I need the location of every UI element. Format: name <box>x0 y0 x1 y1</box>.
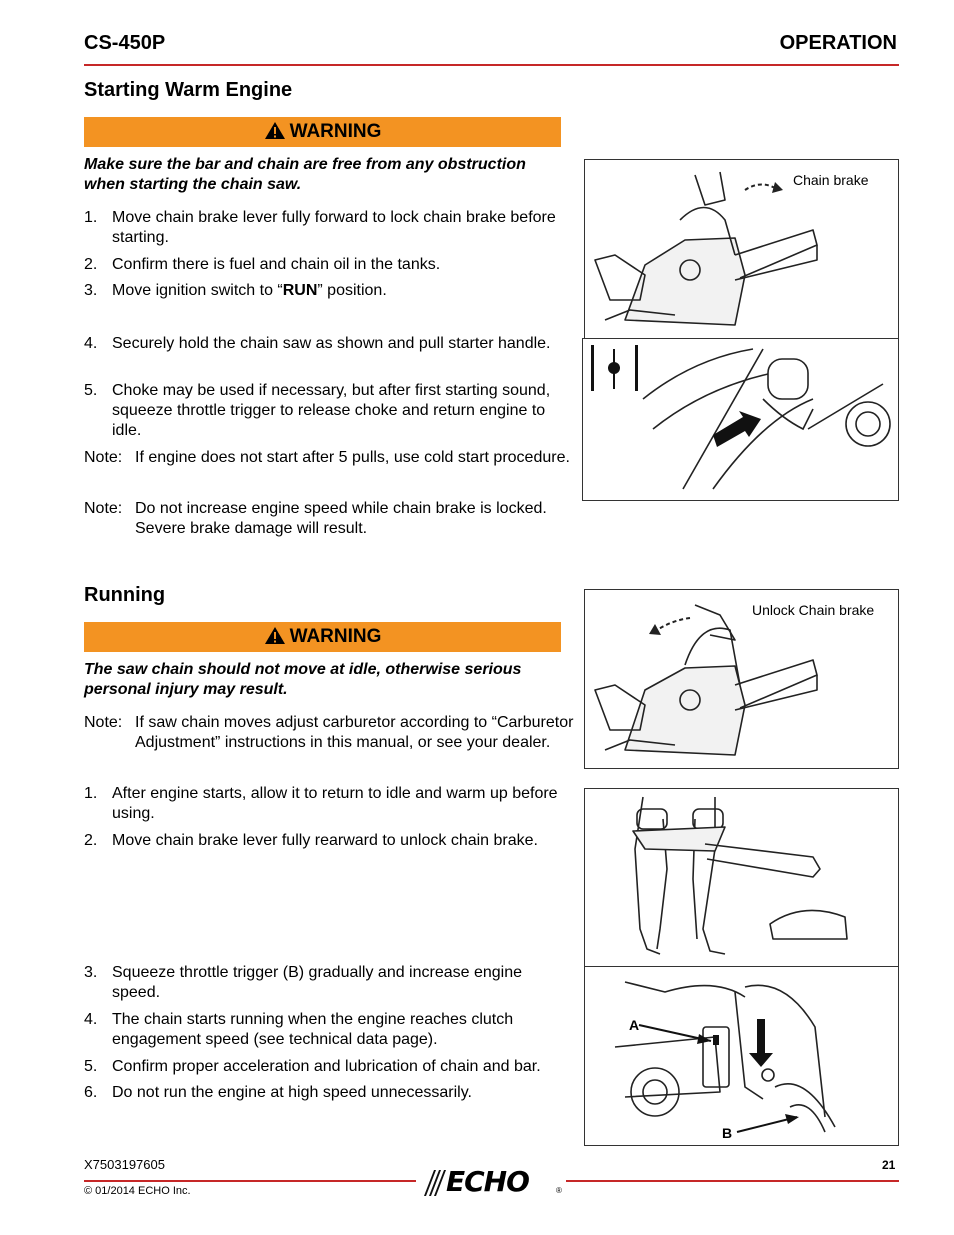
step-number: 5. <box>84 1058 98 1075</box>
label-a: A <box>629 1017 640 1033</box>
step-text: Choke may be used if necessary, but after first starting sound, squeeze throttle trigger to release choke and return engine to idle. <box>112 382 551 439</box>
running-heading: Running <box>84 584 166 606</box>
page-number: 21 <box>882 1158 896 1172</box>
starting-warning-bar <box>84 117 561 147</box>
step-text: Move chain brake lever fully rearward to unlock chain brake. <box>112 832 538 849</box>
warning-triangle-icon <box>264 121 286 140</box>
step-number: 2. <box>84 256 98 273</box>
step-number: 5. <box>84 382 98 399</box>
throttle-trigger-illustration <box>585 967 898 1145</box>
figure-chain-brake <box>584 159 899 339</box>
warning-label: WARNING <box>289 626 382 647</box>
step-number: 1. <box>84 209 98 226</box>
step-number: 1. <box>84 785 98 802</box>
step-text: After engine starts, allow it to return to idle and warm up before using. <box>112 785 558 822</box>
copyright: © 01/2014 ECHO Inc. <box>84 1185 191 1197</box>
figure-starter-handle <box>582 338 899 501</box>
echo-logo-text: ECHO <box>446 1165 529 1198</box>
step-text: Confirm proper acceleration and lubrication of chain and bar. <box>112 1058 541 1075</box>
model-title: CS-450P <box>84 32 166 54</box>
list-item <box>84 831 574 851</box>
starting-warning-text: Make sure the bar and chain are free from any obstruction when starting the chain saw. <box>84 156 526 193</box>
note <box>84 499 574 539</box>
list-item <box>84 1083 574 1103</box>
running-warning-text: The saw chain should not move at idle, otherwise serious personal injury may result. <box>84 661 522 698</box>
step-text: Securely hold the chain saw as shown and pull starter handle. <box>112 335 551 352</box>
step-number: 3. <box>84 282 98 299</box>
footer-rule-left <box>84 1180 416 1182</box>
step-text: Squeeze throttle trigger (B) gradually and increase engine speed. <box>112 964 523 1001</box>
warning-triangle-icon <box>264 626 286 645</box>
list-item <box>84 381 574 441</box>
note-label: Note: <box>84 449 123 466</box>
note-label: Note: <box>84 714 123 731</box>
note-text: Do not increase engine speed while chain brake is locked. Severe brake damage will result. <box>135 500 547 537</box>
running-warning-bar <box>84 622 561 652</box>
list-item <box>84 1010 574 1050</box>
header-rule <box>84 64 899 66</box>
step-text: Move chain brake lever fully forward to lock chain brake before starting. <box>112 209 556 246</box>
note-text: If engine does not start after 5 pulls, use cold start procedure. <box>135 449 570 466</box>
figure-operator-stance <box>584 788 899 968</box>
step-number: 4. <box>84 1011 98 1028</box>
step-text <box>84 281 574 301</box>
note <box>84 448 574 468</box>
note <box>84 713 574 753</box>
step-text-post: ” position. <box>317 282 387 299</box>
step-number: 6. <box>84 1084 98 1101</box>
footer-rule-right <box>566 1180 899 1182</box>
list-item <box>84 1057 574 1077</box>
list-item <box>84 208 574 248</box>
registered-mark: ® <box>556 1186 562 1195</box>
step-number: 4. <box>84 335 98 352</box>
figure-caption: Unlock Chain brake <box>752 602 875 618</box>
label-b: B <box>722 1125 733 1141</box>
figure-caption: Chain brake <box>793 172 869 188</box>
echo-logo <box>418 1166 564 1198</box>
step-text-pre: Move ignition switch to “ <box>112 282 283 299</box>
note-label: Note: <box>84 500 123 517</box>
step-text: The chain starts running when the engine reaches clutch engagement speed (see technical data page). <box>112 1011 514 1048</box>
doc-number: X7503197605 <box>84 1157 165 1172</box>
step-text: Confirm there is fuel and chain oil in the tanks. <box>112 256 441 273</box>
step-number: 2. <box>84 832 98 849</box>
list-item <box>84 784 574 824</box>
starting-heading: Starting Warm Engine <box>84 79 293 101</box>
section-title: OPERATION <box>779 32 897 54</box>
list-item <box>84 963 574 1003</box>
list-item <box>84 334 574 354</box>
step-text: Do not run the engine at high speed unnecessarily. <box>112 1084 472 1101</box>
operator-stance-illustration <box>585 789 898 967</box>
list-item <box>84 281 574 301</box>
warning-label: WARNING <box>289 121 382 142</box>
starter-handle-illustration <box>583 339 898 500</box>
note-text: If saw chain moves adjust carburetor according to “Carburetor Adjustment” instructions in this manual, or see your dealer. <box>135 714 574 751</box>
run-keyword: RUN <box>282 282 318 299</box>
figure-throttle-trigger <box>584 966 899 1146</box>
figure-unlock-chain-brake <box>584 589 899 769</box>
step-number: 3. <box>84 964 98 981</box>
list-item <box>84 255 574 275</box>
